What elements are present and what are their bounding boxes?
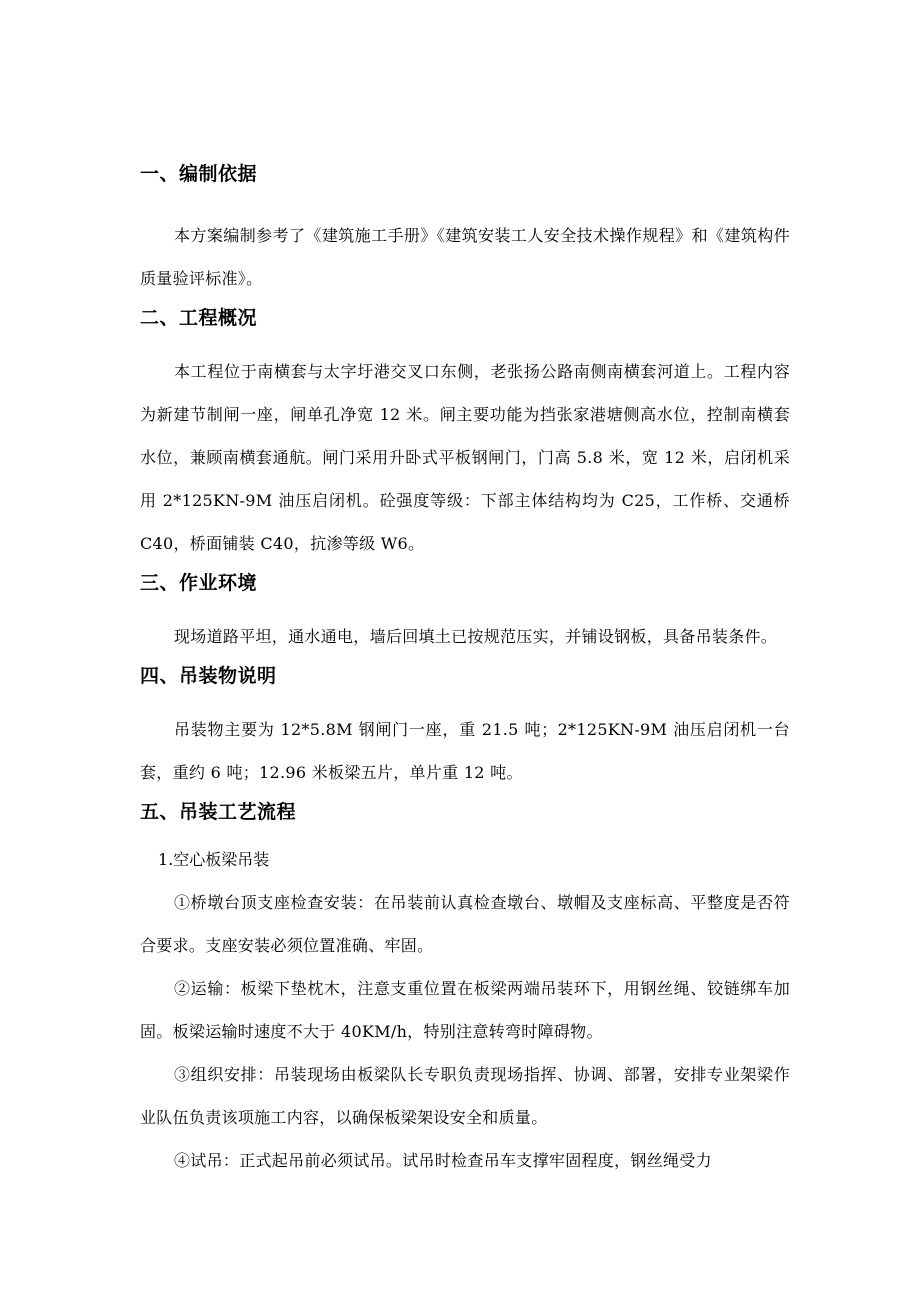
- section-heading-basis: 一、编制依据: [140, 163, 258, 185]
- section-heading-process: 五、吊装工艺流程: [140, 801, 297, 823]
- paragraph-step-2: ②运输：板梁下垫枕木，注意支重位置在板梁两端吊装环下，用钢丝绳、铰链绑车加固。板梁运输时速度不大于 40KM/h，特别注意转弯时障碍物。: [140, 979, 790, 1041]
- paragraph-step-3: ③组织安排：吊装现场由板梁队长专职负责现场指挥、协调、部署，安排专业架梁作业队伍负责该项施工内容，以确保板梁架设安全和质量。: [140, 1065, 790, 1127]
- section-heading-environment: 三、作业环境: [140, 572, 258, 594]
- paragraph-step-4: ④试吊：正式起吊前必须试吊。试吊时检查吊车支撑牢固程度，钢丝绳受力: [174, 1151, 712, 1170]
- paragraph-step-1: ①桥墩台顶支座检查安装：在吊装前认真检查墩台、墩帽及支座标高、平整度是否符合要求。支座安装必须位置准确、牢固。: [140, 893, 790, 955]
- subheading-hollow-slab: 1.空心板梁吊装: [158, 850, 270, 869]
- section-heading-lifted-objects: 四、吊装物说明: [140, 665, 277, 687]
- paragraph-environment: 现场道路平坦，通水通电，墙后回填土已按规范压实，并铺设钢板，具备吊装条件。: [174, 627, 778, 646]
- paragraph-lifted-objects: 吊装物主要为 12*5.8M 钢闸门一座，重 21.5 吨；2*125KN-9M 油压启闭机一台套，重约 6 吨；12.96 米板梁五片，单片重 12 吨。: [140, 720, 790, 782]
- document-body: [140, 160, 790, 1182]
- section-heading-overview: 二、工程概况: [140, 307, 258, 329]
- paragraph-basis: 本方案编制参考了《建筑施工手册》《建筑安装工人安全技术操作规程》和《建筑构件质量验评标准》。: [140, 226, 790, 288]
- paragraph-overview: 本工程位于南横套与太字圩港交叉口东侧，老张扬公路南侧南横套河道上。工程内容为新建节制闸一座，闸单孔净宽 12 米。闸主要功能为挡张家港塘侧高水位，控制南横套水位，兼顾南横套通航。闸门采用升卧式平板钢闸门，门高 5.8 米，宽 12 米，启闭机采用 2*125KN-9M 油压启闭机。砼强度等级：下部主体结构均为 C25，工作桥、交通桥 C40，桥面铺装 C40，抗渗等级 W6。: [140, 362, 790, 553]
